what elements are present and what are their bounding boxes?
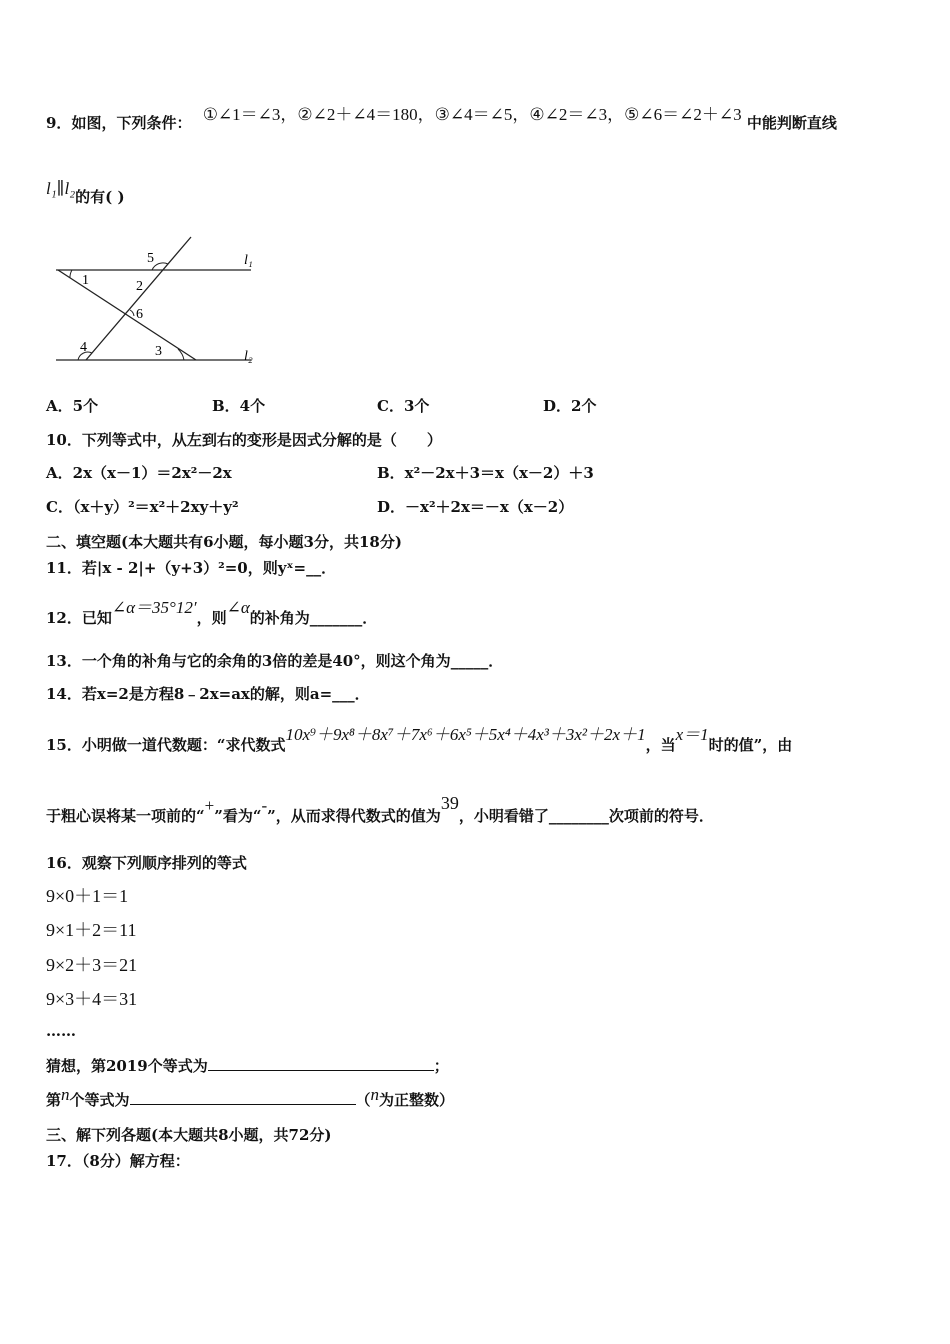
q12-post: 的补角为_______． (249, 609, 378, 627)
q10-stem: 10．下列等式中，从左到右的变形是因式分解的是（ ） (46, 431, 442, 449)
label-angle-5: 5 (147, 251, 154, 266)
q15-line2a: 于粗心误将某一项前的“ (46, 807, 205, 825)
q16-n-2: n (370, 1085, 380, 1104)
q16-guess-text: 猜想，第2019个等式为 (46, 1057, 208, 1075)
q12-mid: ，则 (196, 609, 227, 627)
q12 (46, 598, 378, 628)
label-angle-4: 4 (80, 340, 87, 355)
q15-plus: + (204, 796, 215, 815)
q17: 17．（8分）解方程： (46, 1152, 190, 1170)
q9-option-c: C．3个 (377, 397, 430, 415)
arc-angle-1 (70, 270, 72, 278)
q16-nth (46, 1085, 455, 1110)
label-l2: l₂ (244, 349, 253, 364)
q16-guess-blank (208, 1056, 434, 1071)
label-angle-6: 6 (136, 307, 143, 322)
q15-line2c: ”，从而求得代数式的值为 (267, 807, 441, 825)
q16-n: n (61, 1085, 70, 1104)
q16-nth-pre: 第 (46, 1091, 62, 1109)
q9-line1 (46, 105, 837, 133)
q16-equation-2: 9×1＋2＝11 (46, 920, 137, 940)
q13: 13．一个角的补角与它的余角的3倍的差是40°，则这个角为_____． (46, 652, 504, 670)
q15-line1 (46, 725, 793, 755)
q10-option-d: D．－x²＋2x＝－x（x－2） (377, 498, 574, 516)
q15-minus: - (261, 796, 268, 815)
section-3-heading: 三、解下列各题(本大题共8小题，共72分) (46, 1126, 332, 1144)
q9-tail: 中能判断直线 (746, 114, 837, 132)
q16-nth-blank (130, 1090, 356, 1105)
q15-polynomial: 10x⁹＋9x⁸＋8x⁷＋7x⁶＋6x⁵＋5x⁴＋4x³＋3x²＋2x＋1 (285, 725, 646, 744)
q16-nth-paren: （ (355, 1091, 371, 1109)
q10-option-a: A．2x（x－1）＝2x²－2x (46, 464, 232, 482)
q12-expr: ∠α＝35°12′ (111, 598, 197, 617)
q10-option-c: C．（x＋y）²＝x²＋2xy＋y² (46, 498, 239, 516)
q9-intro: 如图，下列条件： (71, 114, 192, 132)
q16-equation-3: 9×2＋3＝21 (46, 955, 138, 975)
transversal-b (58, 270, 196, 360)
q9-conditions: ①∠1＝∠3，②∠2＋∠4＝180，③∠4＝∠5，④∠2＝∠3，⑤∠6＝∠2＋∠3 (202, 105, 742, 124)
q16-ellipsis: …… (46, 1022, 76, 1040)
q15-when: ，当 (645, 736, 676, 754)
q9-number: 9． (46, 114, 72, 132)
label-angle-3: 3 (155, 344, 162, 359)
q9-parallel: l₁∥l₂ (46, 179, 76, 198)
q16-guess-end: ； (433, 1057, 449, 1075)
q16-nth-end: 为正整数） (379, 1091, 455, 1109)
q9-option-b: B．4个 (212, 397, 266, 415)
geometry-figure (46, 232, 276, 372)
section-2-heading: 二、填空题(本大题共有6小题，每小题3分，共18分) (46, 533, 402, 551)
q15-condition: x＝1 (675, 725, 709, 744)
label-angle-1: 1 (82, 273, 89, 288)
q9-line2 (46, 179, 125, 207)
q15-value: 39 (440, 793, 459, 813)
q16-stem: 16．观察下列顺序排列的等式 (46, 854, 247, 872)
q16-nth-mid: 个等式为 (69, 1091, 130, 1109)
q15-post: 时的值”，由 (708, 736, 793, 754)
label-angle-2: 2 (136, 279, 143, 294)
q9-option-d: D．2个 (543, 397, 597, 415)
q9-ask: 的有( ) (75, 188, 125, 206)
q16-equation-1: 9×0＋1＝1 (46, 886, 129, 906)
q12-expr2: ∠α (226, 598, 250, 617)
q15-line2d: ，小明看错了________次项前的符号． (458, 807, 714, 825)
q15-pre: 15．小明做一道代数题：“求代数式 (46, 736, 286, 754)
q16-equation-4: 9×3＋4＝31 (46, 989, 138, 1009)
q14: 14．若x=2是方程8﹣2x=ax的解，则a=___． (46, 685, 370, 703)
label-l1: l₁ (244, 253, 253, 268)
arc-angle-6 (130, 310, 134, 316)
q11: 11．若|x - 2|+（y+3）²=0，则yˣ=__． (46, 559, 337, 577)
q15-line2 (46, 793, 714, 826)
q12-pre: 12．已知 (46, 609, 112, 627)
q9-option-a: A．5个 (46, 397, 99, 415)
q15-line2b: ”看为“ (214, 807, 262, 825)
q16-guess (46, 1055, 449, 1076)
q10-option-b: B．x²－2x＋3＝x（x－2）＋3 (377, 464, 594, 482)
